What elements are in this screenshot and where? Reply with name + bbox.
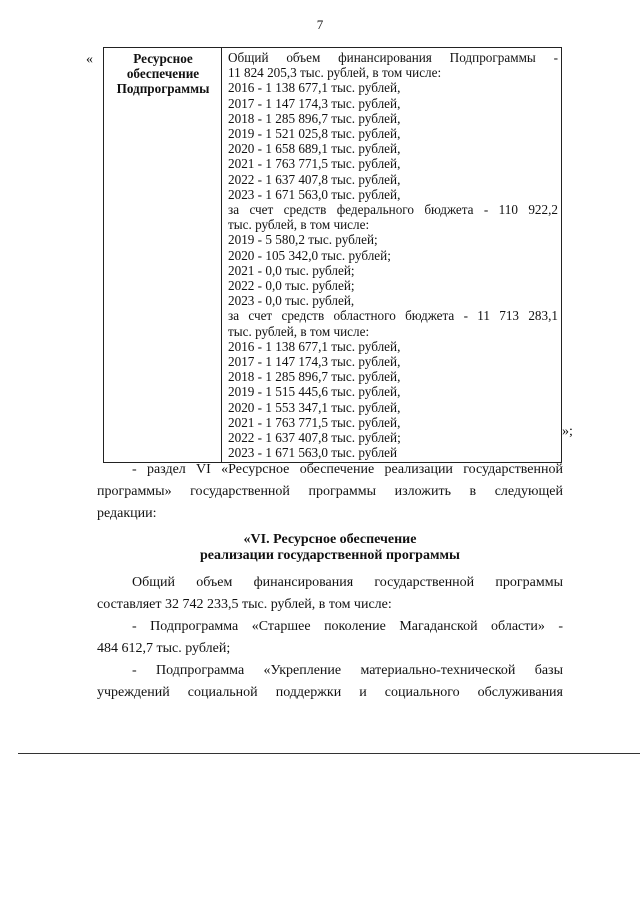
value-line: 2017 - 1 147 174,3 тыс. рублей, bbox=[228, 354, 401, 370]
body-text bbox=[97, 459, 563, 704]
value-line: 2023 - 1 671 563,0 тыс. рублей bbox=[228, 445, 398, 461]
heading-line: «VI. Ресурсное обеспечение bbox=[243, 532, 417, 547]
value-line: тыс. рублей, в том числе: bbox=[228, 323, 370, 339]
section-heading bbox=[97, 532, 563, 564]
value-line: 2019 - 5 580,2 тыс. рублей; bbox=[228, 232, 378, 248]
text-line: - Подпрограмма «Старшее поколение Магаданской области» - bbox=[132, 619, 563, 634]
page-number: 7 bbox=[316, 17, 324, 32]
value-line: 2018 - 1 285 896,7 тыс. рублей, bbox=[228, 110, 401, 126]
value-line: 2022 - 1 637 407,8 тыс. рублей, bbox=[228, 171, 401, 187]
value-line: 2019 - 1 521 025,8 тыс. рублей, bbox=[228, 126, 401, 142]
value-line: 2023 - 1 671 563,0 тыс. рублей, bbox=[228, 186, 401, 202]
value-line: 2019 - 1 515 445,6 тыс. рублей, bbox=[228, 384, 401, 400]
value-line: 2022 - 0,0 тыс. рублей; bbox=[228, 278, 355, 294]
value-line: 2016 - 1 138 677,1 тыс. рублей, bbox=[228, 80, 401, 96]
text-line: Общий объем финансирования государственной программы bbox=[132, 575, 563, 590]
value-line: 2020 - 105 342,0 тыс. рублей; bbox=[228, 247, 391, 263]
value-line: Общий объем финансирования Подпрограммы - bbox=[228, 50, 558, 65]
paragraph-subprogram-2 bbox=[97, 660, 563, 704]
text-line: программы» государственной программы изложить в следующей bbox=[97, 484, 563, 499]
value-line: 2016 - 1 138 677,1 тыс. рублей, bbox=[228, 338, 401, 354]
text-line: составляет 32 742 233,5 тыс. рублей, в том числе: bbox=[97, 597, 392, 612]
value-line: за счет средств областного бюджета - 11 713 283,1 bbox=[228, 308, 558, 324]
text-line: редакции: bbox=[97, 506, 157, 521]
value-line: 2021 - 1 763 771,5 тыс. рублей, bbox=[228, 414, 401, 430]
label-line: Подпрограммы bbox=[116, 81, 210, 97]
value-line: 2022 - 1 637 407,8 тыс. рублей; bbox=[228, 430, 401, 446]
label-line: Ресурсное bbox=[133, 51, 193, 66]
value-line: за счет средств федерального бюджета - 110 922,2 bbox=[228, 202, 558, 218]
footer-divider bbox=[18, 753, 640, 754]
value-line: 2023 - 0,0 тыс. рублей, bbox=[228, 293, 355, 309]
paragraph-subprogram-1 bbox=[97, 616, 563, 660]
value-line: 2018 - 1 285 896,7 тыс. рублей, bbox=[228, 369, 401, 385]
table-row bbox=[104, 48, 562, 463]
label-line: обеспечение bbox=[126, 66, 200, 82]
paragraph-total-funding bbox=[97, 572, 563, 616]
value-line: 2020 - 1 658 689,1 тыс. рублей, bbox=[228, 141, 401, 157]
closing-quote: »; bbox=[562, 424, 573, 439]
heading-line: реализации государственной программы bbox=[200, 548, 460, 563]
value-line: 2021 - 0,0 тыс. рублей; bbox=[228, 262, 355, 278]
text-line: - Подпрограмма «Укрепление материально-технической базы bbox=[132, 663, 563, 678]
value-line: 2017 - 1 147 174,3 тыс. рублей, bbox=[228, 95, 401, 111]
text-line: - раздел VI «Ресурсное обеспечение реализации государственной bbox=[132, 462, 563, 477]
value-line: 2020 - 1 553 347,1 тыс. рублей, bbox=[228, 399, 401, 415]
label-cell bbox=[104, 48, 222, 463]
value-cell bbox=[222, 48, 562, 463]
text-line: 484 612,7 тыс. рублей; bbox=[97, 641, 231, 656]
opening-quote: « bbox=[86, 52, 93, 67]
value-line: тыс. рублей, в том числе: bbox=[228, 217, 370, 233]
text-line: учреждений социальной поддержки и социального обслуживания bbox=[97, 685, 563, 700]
value-line: 2021 - 1 763 771,5 тыс. рублей, bbox=[228, 156, 401, 172]
resource-table bbox=[103, 47, 562, 463]
value-line: 11 824 205,3 тыс. рублей, в том числе: bbox=[228, 65, 442, 81]
paragraph-section-instruction bbox=[97, 459, 563, 525]
